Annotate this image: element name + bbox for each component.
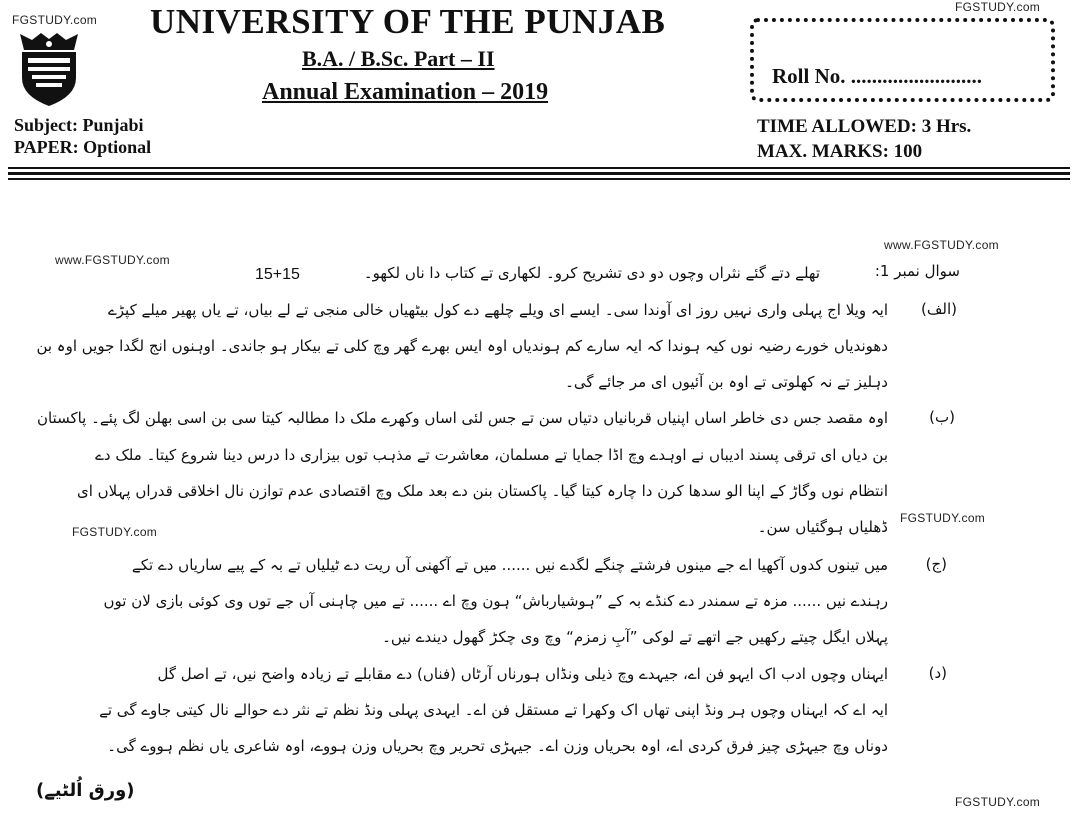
part-alif-line-1: ایہ ویلا اج پہلی واری نہیں روز ای آوندا سی۔ ایسے ای ویلے چلھے دے کول بیٹھیاں خالی منجی تے لے بیاں، تے یاں پھیر میلے کپڑے xyxy=(107,301,888,319)
university-title: UNIVERSITY OF THE PUNJAB xyxy=(150,2,666,41)
part-alif-line-2: دھوندیاں خورے رضیہ نوں کیہ ہوندا کہ ایہ سارے کم ہوندیاں اوہ ایس بھرے گھر وچ کلی تے بیکار ہو جاندی۔ اوہنوں انج لگدا جویں اوہ بن xyxy=(36,337,888,355)
part-jeem-line-2: رہندے نیں ...... مزہ تے سمندر دے کنڈے بہ کے ”ہوشیارباش“ ہون وچ اے ...... تے میں چاہنی آں جے توں وی کوئی بازی لان توں xyxy=(103,592,888,610)
watermark-left-2: FGSTUDY.com xyxy=(72,525,158,539)
watermark-top-right: FGSTUDY.com xyxy=(955,0,1041,14)
part-daal-line-2: ایہ اے کہ ایہناں وچوں ہر ونڈ اپنی تھاں اک وکھرا تے مستقل فن اے۔ ایہدی پہلی ونڈ نظم تے نثر دے حوالے نال کیتی جاوے گی تے xyxy=(99,701,888,719)
max-marks: MAX. MARKS: 100 xyxy=(757,141,923,162)
roll-number-label: Roll No. ......................... xyxy=(772,64,982,88)
paper-label: PAPER: Optional xyxy=(14,137,152,157)
part-label-alif: (الف) xyxy=(921,300,957,318)
watermark-top-left: FGSTUDY.com xyxy=(12,13,98,27)
part-alif-line-3: دہلیز تے نہ کھلوتی تے اوہ بن آئیوں ای مر جائے گی۔ xyxy=(565,373,888,391)
part-daal-line-1: ایہناں وچوں ادب اک ایہو فن اے، جیہدے وچ ذیلی ونڈاں ہورناں آرٹاں (فناں) دے مقابلے تے زیادہ واضح نیں، تے اصل گل xyxy=(157,665,888,683)
part-bay-line-4: ڈھلیاں ہوگئیاں سن۔ xyxy=(757,518,888,536)
part-bay-line-2: بن دیاں ای ترقی پسند ادیباں نے اوہدے وچ اڈا جمایا تے مسلمان، معاشرت تے مذہب توں بیزاری دا درس دینا شروع کیتا۔ ملک دے xyxy=(95,446,888,464)
header-divider-bottom xyxy=(8,178,1070,180)
exam-title: Annual Examination – 2019 xyxy=(262,79,549,105)
subject-label: Subject: Punjabi xyxy=(14,115,144,135)
header-divider-middle xyxy=(8,172,1070,175)
header-divider-top xyxy=(8,167,1070,169)
part-jeem-line-1: میں تینوں کدوں آکھیا اے جے مینوں فرشتے چنگے لگدے نیں ...... میں تے آکھنی آں ریت دے ٹیلیاں تے بہ کے پیے ساریاں دے تکے xyxy=(131,556,888,574)
question-marks: 15+15 xyxy=(255,266,300,283)
question-instruction: تھلے دتے گئے نثراں وچوں دو دی تشریح کرو۔ لکھاری تے کتاب دا ناں لکھو۔ xyxy=(363,264,820,282)
watermark-right-1: www.FGSTUDY.com xyxy=(884,238,999,252)
time-allowed: TIME ALLOWED: 3 Hrs. xyxy=(757,116,972,137)
part-bay-line-1: اوہ مقصد جس دی خاطر اساں اپنیاں قربانیاں دتیاں سن تے جس لئی اساں وکھرے ملک دا مطالبہ کیتا سی بن اسی بھلن لگ پئے۔ پاکستان xyxy=(36,409,888,427)
part-label-daal: (د) xyxy=(928,664,947,682)
part-label-jeem: (ج) xyxy=(925,555,947,573)
part-label-bay: (ب) xyxy=(929,408,955,426)
turn-over-note: (ورق اُلٹیے) xyxy=(36,780,135,801)
part-jeem-line-3: پہلاں ایگل چیتے رکھیں جے اتھے تے لوکی ”آبِ زمزم“ وچ وی چکڑ گھول دیندے نیں۔ xyxy=(382,628,888,646)
university-logo-icon xyxy=(14,30,84,108)
part-bay-line-3: انتظام نوں وگاڑ کے اپنا الو سدھا کرن دا چارہ کیتا گیا۔ پاکستان بنن دے بعد ملک وچ اقتصادی عدم توازن نال اخلاقی قدراں پہلاں ای xyxy=(76,482,888,500)
watermark-right-2: FGSTUDY.com xyxy=(900,511,986,525)
roll-number-box xyxy=(750,18,1055,102)
watermark-left-1: www.FGSTUDY.com xyxy=(55,253,170,267)
part-daal-line-3: دوناں وچ جیہڑی چیز فرق کردی اے، اوہ بحریاں وزن اے۔ جیہڑی تحریر وچ بحریاں وزن ہووے، اوہ شاعری یاں نظم ہووے گی۔ xyxy=(107,737,888,755)
watermark-bottom-right: FGSTUDY.com xyxy=(955,795,1041,809)
question-number: سوال نمبر 1: xyxy=(874,262,960,280)
program-title: B.A. / B.Sc. Part – II xyxy=(302,46,495,71)
